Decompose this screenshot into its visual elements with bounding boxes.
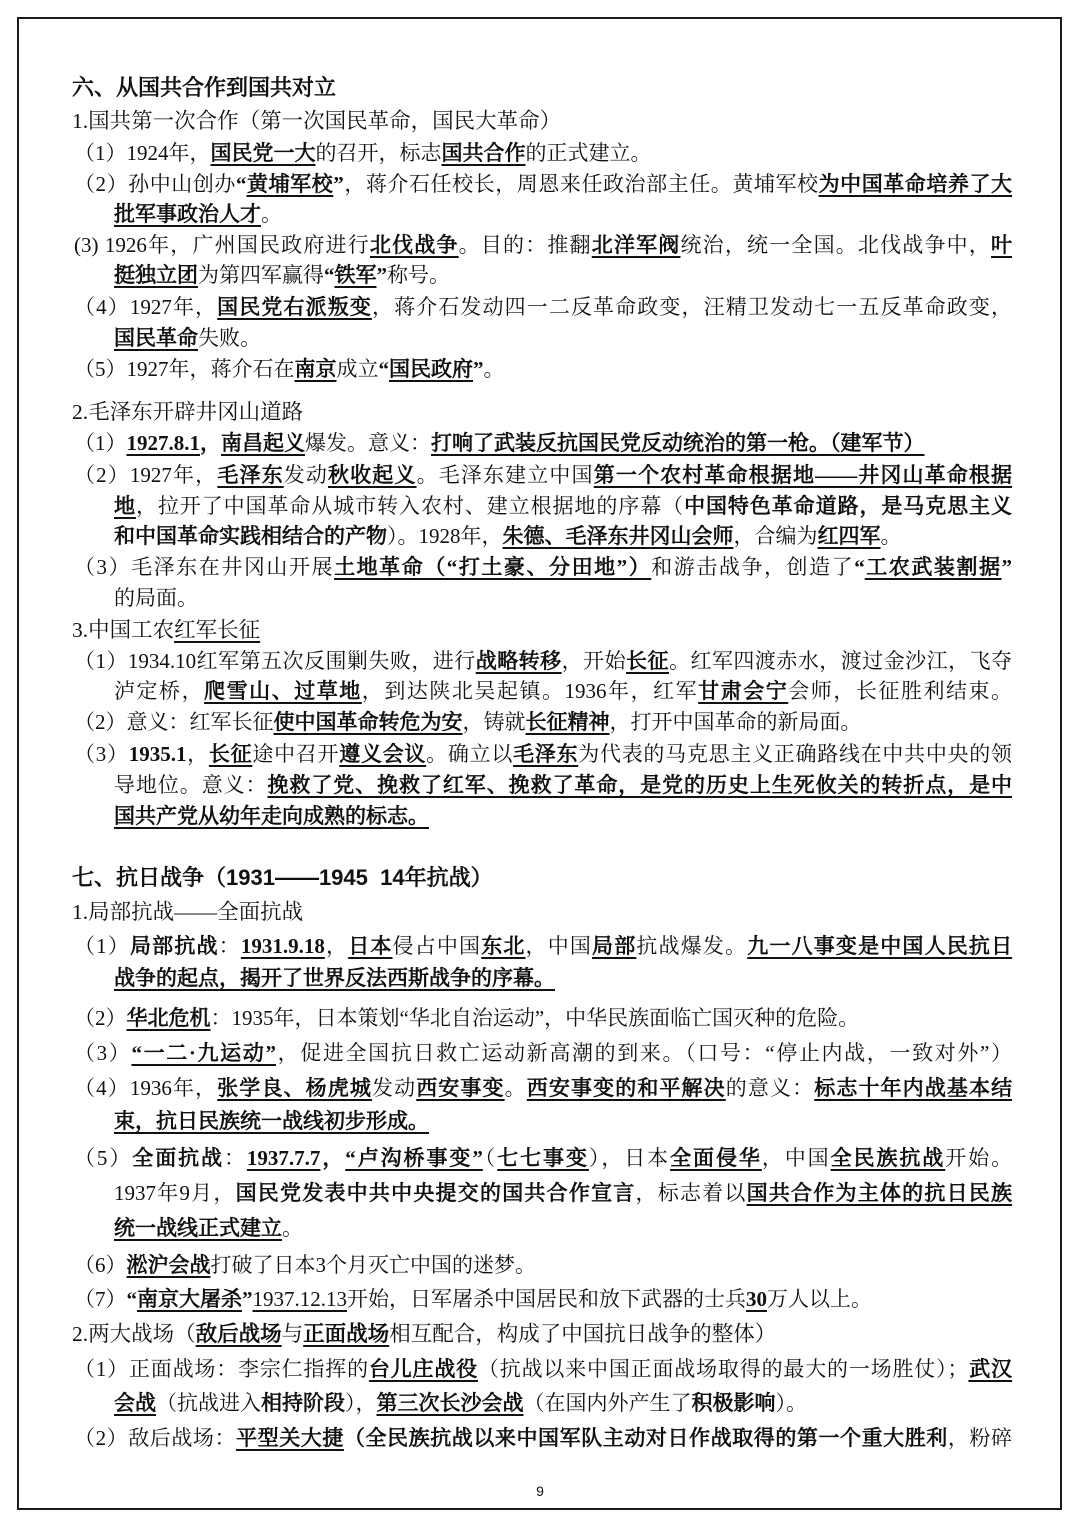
body-text: ）， [345,1391,377,1415]
emphasis-text: 敌后战场 [195,1322,282,1346]
list-item [74,1002,1012,1034]
emphasis-text: 战略转移 [475,649,562,673]
emphasis-text: 长征 [208,742,253,766]
list-item-continuation [114,1212,1012,1244]
emphasis-text: 统一战线正式建立 [114,1216,282,1240]
list-item [74,427,1012,459]
list-item-continuation [114,198,1012,230]
emphasis-text: 国共产党从幼年走向成熟的标志。 [114,804,429,828]
emphasis-text: 批军事政治人才 [114,202,261,226]
list-item [74,168,1012,200]
emphasis-text: 1931.9.18 [240,934,325,958]
emphasis-text: ， [320,1146,346,1170]
body-text: ，蒋介石任校长，周恩来任政治部主任。黄埔军校 [343,172,819,196]
emphasis-text: 国民政府 [389,357,473,381]
emphasis-text: 工农武装割据 [864,555,1002,579]
emphasis-text: 遵义会议 [339,742,427,766]
page-number: 9 [536,1483,544,1499]
body-text: 侵占中国 [392,934,482,958]
emphasis-text: ” [242,1287,253,1311]
emphasis-text: 中国特色革命道路，是马克思主义 [684,494,1013,518]
body-text: 。 [282,1216,303,1240]
body-text: 发动 [371,1076,417,1100]
emphasis-text: “ [235,172,247,196]
emphasis-text: 国民革命 [114,326,198,350]
body-text: ， [324,934,349,958]
body-text: （7） [74,1287,127,1311]
emphasis-text: 局部抗战 [130,934,219,958]
list-item [74,1353,1012,1385]
emphasis-text: 淞沪会战 [126,1253,211,1277]
emphasis-text: 为中国革命培养了大 [818,172,1013,196]
emphasis-text: “ [324,263,335,287]
body-text: （2）孙中山创办 [74,172,236,196]
emphasis-text: 国民党发表中共中央提交的国共合作宣言 [235,1181,636,1205]
emphasis-text: 东北 [481,934,526,958]
topic-heading [72,396,1012,428]
list-item [74,353,1012,385]
emphasis-text: “ [854,555,865,579]
body-text: ，促进全国抗日救亡运动新高潮的到来。（口号：“停止内战，一致对外”） [275,1041,1012,1065]
body-text: （在国内外产生了 [523,1391,692,1415]
list-item-continuation [114,962,1012,994]
body-text: ，合编为 [733,524,818,548]
list-item [74,1422,1012,1454]
body-text: 发动 [283,463,329,487]
emphasis-text: 会战 [114,1391,156,1415]
list-item [74,1072,1012,1104]
emphasis-text: 平型关大捷 [236,1426,344,1450]
body-text: ，拉开了中国革命从城市转入农村、建立根据地的序幕（ [135,494,685,518]
emphasis-text: 长征精神 [525,710,610,734]
list-item [74,738,1012,770]
body-text: 称号。 [387,263,450,287]
emphasis-text: 全面抗战 [132,1146,224,1170]
body-text: （抗战进入 [156,1391,261,1415]
body-text: 导地位。意义： [114,773,268,797]
body-text: （1）1924年， [74,141,211,165]
body-text: 。 [880,524,902,548]
list-item-continuation [114,800,1012,832]
emphasis-text: “卢沟桥事变” [345,1146,483,1170]
body-text: 抗战爆发。 [636,934,748,958]
body-text: ，粉碎 [947,1426,1013,1450]
emphasis-text: 使中国革命转危为安 [273,710,463,734]
emphasis-text: 地 [114,494,136,518]
emphasis-text: 国民党右派叛变 [217,295,372,319]
body-text: 的正式建立。 [525,141,652,165]
list-item [74,1142,1012,1174]
emphasis-text: 国民党一大 [210,141,316,165]
topic-heading [72,614,1012,646]
list-item-continuation [114,490,1012,522]
body-text: ）。 [775,1391,807,1415]
emphasis-text: 1937.7.7 [246,1146,321,1170]
body-text: ，中国 [761,1146,831,1170]
body-text: 。 [483,357,505,381]
list-item-continuation [114,520,1012,552]
emphasis-text: “ [126,1287,137,1311]
body-text: 为代表的马克思主义正确路线在中共中央的领 [578,742,1013,766]
emphasis-text: 全面侵华 [670,1146,762,1170]
emphasis-text: 正面战场 [303,1322,390,1346]
emphasis-text: 土地革命（“打土豪、分田地”） [334,555,652,579]
body-text: 开始。 [945,1146,1013,1170]
body-text: 泸定桥， [114,679,205,703]
list-item [74,930,1012,962]
body-text: （1）1934.10红军第五次反围剿失败，进行 [74,649,476,673]
body-text: ，打开中国革命的新局面。 [609,710,862,734]
emphasis-text: 武汉 [968,1357,1013,1381]
body-text: （2）敌后战场： [74,1426,237,1450]
emphasis-text: 相持阶段 [261,1391,345,1415]
body-text: 的意义： [725,1076,815,1100]
emphasis-text: “ [378,357,389,381]
emphasis-text: 标志十年内战基本结 [814,1076,1013,1100]
list-item [74,1283,1012,1315]
body-text: 打破了日本3个月灭亡中国的迷梦。 [210,1253,536,1277]
list-item-continuation [114,1105,1012,1137]
body-text: ， [186,742,209,766]
body-text: 成立 [336,357,379,381]
body-text: 。 [261,202,282,226]
list-item [74,459,1012,491]
emphasis-text: 战争的起点，揭开了世界反法西斯战争的序幕。 [114,966,555,990]
emphasis-text: ” [376,263,387,287]
body-text: 与 [281,1322,304,1346]
body-text: 相互配合，构成了中国抗日战争的整体） [389,1322,777,1346]
body-text: 为第四军赢得 [198,263,324,287]
body-text: （抗战以来中国正面战场取得的最大的一场胜仗）； [477,1357,969,1381]
body-text: （5）1927年，蒋介石在 [74,357,295,381]
emphasis-text: ” [333,172,344,196]
body-text: （4）1936年， [74,1076,218,1100]
body-text: 3.中国工农 [72,618,175,642]
body-text: 会师，长征胜利结束。 [788,679,1013,703]
body-text: 失败。 [198,326,261,350]
topic-heading [72,105,1012,137]
emphasis-text: 南京大屠杀 [137,1287,242,1311]
emphasis-text: 红军长征 [174,618,261,642]
list-item [74,645,1012,677]
body-text: ，到达陕北吴起镇。1936年，红军 [361,679,699,703]
emphasis-text: 南京 [294,357,337,381]
body-text: 2.毛泽东开辟井冈山道路 [72,400,304,424]
emphasis-text: 1927.8.1 [126,431,200,455]
body-text: （5） [74,1146,133,1170]
emphasis-text: 南昌起义 [221,431,305,455]
body-text: ： [218,934,241,958]
body-text: （3）毛泽东在井冈山开展 [74,555,335,579]
emphasis-text: 华北危机 [126,1006,211,1030]
emphasis-text: 北伐战争 [369,233,459,257]
list-item [74,706,1012,738]
list-item [74,1249,1012,1281]
body-text: 1.局部抗战——全面抗战 [72,900,304,924]
emphasis-text: 红四军 [817,524,881,548]
emphasis-text: 挽救了党、挽救了红军、挽救了革命，是党的历史上生死攸关的转折点，是中 [267,773,1013,797]
emphasis-text: 局部 [592,934,637,958]
emphasis-text: 日本 [348,934,393,958]
emphasis-text: 1935.1 [128,742,187,766]
body-text: 爆发。意义： [305,431,431,455]
body-text: ，铸就 [462,710,526,734]
body-text: 的召开，标志 [315,141,442,165]
body-text: 。毛泽东建立中国 [416,463,594,487]
list-item-continuation [114,322,1012,354]
emphasis-text: 北洋军阀 [591,233,681,257]
emphasis-text: ” [473,357,484,381]
emphasis-text: 张学良、杨虎城 [217,1076,372,1100]
emphasis-text: 西安事变 [416,1076,505,1100]
body-text: ：1935年，日本策划“华北自治运动”，中华民族面临亡国灭种的危险。 [210,1006,860,1030]
emphasis-text: ” [1001,555,1013,579]
body-text: ），日本 [588,1146,671,1170]
emphasis-text: 七七事变 [497,1146,589,1170]
emphasis-text: 30 [746,1287,767,1311]
emphasis-text: 束，抗日民族统一战线初步形成。 [114,1109,429,1133]
list-item-continuation [114,582,1012,614]
emphasis-text: ， [200,431,221,455]
section-heading: 七、抗日战争（1931——1945 14年抗战） [72,865,493,890]
emphasis-text: 积极影响 [691,1391,776,1415]
body-text: 2.两大战场（ [72,1322,196,1346]
emphasis-text: 铁军 [334,263,377,287]
body-text: ，蒋介石发动四一二反革命政变，汪精卫发动七一五反革命政变， [371,295,1013,319]
emphasis-text: （全民族抗战以来中国军队主动对日作战取得的第一个重大胜利 [343,1426,948,1450]
list-item [74,551,1012,583]
emphasis-text: 打响了武装反抗国民党反动统治的第一枪。（建军节） [431,431,925,455]
body-text: （2） [74,1006,127,1030]
list-item-continuation [114,1177,1012,1209]
emphasis-text: 第三次长沙会战 [376,1391,524,1415]
emphasis-text: 九一八事变是中国人民抗日 [747,934,1013,958]
list-item-continuation [114,259,1012,291]
list-item-continuation [114,769,1012,801]
emphasis-text: 西安事变的和平解决 [526,1076,726,1100]
emphasis-text: 毛泽东 [217,463,284,487]
emphasis-text: 叶 [991,233,1013,257]
topic-heading [72,896,1012,928]
body-text: 的局面。 [114,586,198,610]
list-item [74,137,1012,169]
body-text: 统治，统一全国。北伐战争中， [680,233,992,257]
list-item-continuation [114,1387,1012,1419]
emphasis-text: 和中国革命实践相结合的产物 [114,524,387,548]
list-item [74,229,1012,261]
emphasis-text: 国共合作 [441,141,526,165]
emphasis-text: 全民族抗战 [830,1146,946,1170]
emphasis-text: 长征 [626,649,669,673]
body-text: （3） [74,1041,132,1065]
list-item-continuation [114,675,1012,707]
emphasis-text: 秋收起义 [328,463,417,487]
body-text: 途中召开 [252,742,340,766]
body-text: 。红军四渡赤水，渡过金沙江，飞夺 [669,649,1013,673]
emphasis-text: 甘肃会宁 [698,679,789,703]
body-text: （1）正面战场：李宗仁指挥的 [74,1357,369,1381]
body-text: 。确立以 [426,742,514,766]
emphasis-text: 挺独立团 [114,263,198,287]
list-item [74,1037,1012,1069]
body-text: ： [223,1146,247,1170]
body-text: 1937年9月， [114,1181,236,1205]
emphasis-text: 台儿庄战役 [368,1357,478,1381]
emphasis-text: “一二·九运动” [131,1041,276,1065]
body-text: （2）意义：红军长征 [74,710,274,734]
body-text: 和游击战争，创造了 [651,555,855,579]
body-text: （2）1927年， [74,463,218,487]
emphasis-text: 爬雪山、过草地 [204,679,362,703]
body-text: ，标志着以 [635,1181,747,1205]
body-text: ，开始 [561,649,627,673]
body-text: (3) 1926年，广州国民政府进行 [74,233,370,257]
emphasis-text: 1937.12.13 [252,1287,347,1311]
emphasis-text: 国共合作为主体的抗日民族 [746,1181,1013,1205]
body-text: 万人以上。 [767,1287,872,1311]
list-item [74,291,1012,323]
body-text: （ [482,1146,498,1170]
emphasis-text: 朱德、毛泽东井冈山会师 [502,524,734,548]
body-text: 1.国共第一次合作（第一次国民革命，国民大革命） [72,109,562,133]
topic-heading [72,1318,1012,1350]
body-text: （1） [74,431,127,455]
body-text: 开始，日军屠杀中国居民和放下武器的士兵 [347,1287,746,1311]
emphasis-text: 第一个农村革命根据地——井冈山革命根据 [593,463,1013,487]
body-text: ）。1928年， [387,524,503,548]
body-text: 。目的：推翻 [458,233,592,257]
emphasis-text: 毛泽东 [513,742,579,766]
body-text: （1） [74,934,130,958]
body-text: 。 [504,1076,527,1100]
body-text: ，中国 [525,934,593,958]
body-text: （6） [74,1253,127,1277]
body-text: （4）1927年， [74,295,218,319]
section-heading: 六、从国共合作到国共对立 [72,75,337,100]
emphasis-text: 黄埔军校 [246,172,334,196]
body-text: （3） [74,742,129,766]
